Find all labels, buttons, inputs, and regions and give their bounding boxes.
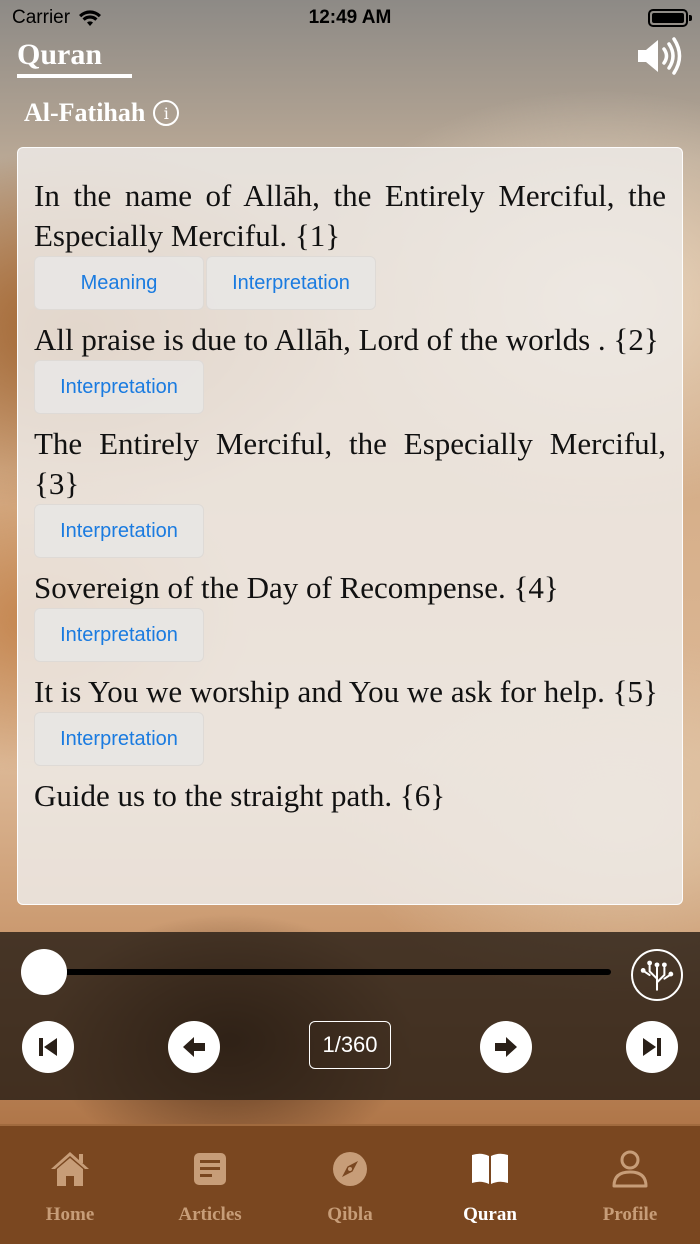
tab-qibla[interactable] <box>280 1126 420 1244</box>
interpretation-button[interactable]: Interpretation <box>206 256 376 310</box>
progress-thumb[interactable] <box>21 949 67 995</box>
tab-bar <box>0 1124 700 1244</box>
skip-next-button[interactable] <box>626 1021 678 1073</box>
verse-2 <box>34 320 666 414</box>
verse-text: In the name of Allāh, the Entirely Merciful, the Especially Merciful. {1} <box>34 178 666 253</box>
arrow-right-icon <box>492 1033 520 1061</box>
tree-icon[interactable] <box>631 949 683 1001</box>
home-icon <box>49 1148 91 1190</box>
verse-buttons <box>34 504 666 558</box>
verse-text: The Entirely Merciful, the Especially Merciful, {3} <box>34 426 666 501</box>
tab-label: Profile <box>602 1204 658 1225</box>
verse-buttons <box>34 256 666 310</box>
tab-articles[interactable] <box>140 1126 280 1244</box>
tab-home[interactable] <box>0 1126 140 1244</box>
battery-icon <box>648 9 688 27</box>
verse-text: Sovereign of the Day of Recompense. {4} <box>34 570 559 605</box>
status-bar <box>0 0 700 36</box>
verse-buttons <box>34 712 666 766</box>
verse-buttons <box>34 360 666 414</box>
book-icon <box>469 1148 511 1190</box>
progress-track[interactable] <box>42 969 611 975</box>
info-icon[interactable]: i <box>153 100 179 126</box>
verse-6 <box>34 776 666 816</box>
verse-3 <box>34 424 666 558</box>
skip-next-icon <box>639 1034 665 1060</box>
tab-label: Home <box>45 1204 95 1225</box>
verse-text: It is You we worship and You we ask for help. {5} <box>34 674 658 709</box>
page-title[interactable]: Quran <box>17 38 103 71</box>
arrow-left-icon <box>180 1033 208 1061</box>
tab-profile[interactable] <box>560 1126 700 1244</box>
next-verse-button[interactable] <box>480 1021 532 1073</box>
status-time: 12:49 AM <box>308 7 392 28</box>
verse-1 <box>34 176 666 310</box>
speaker-icon[interactable] <box>636 36 686 76</box>
tab-quran[interactable] <box>420 1126 560 1244</box>
verse-text: All praise is due to Allāh, Lord of the worlds . {2} <box>34 322 659 357</box>
tab-label: Qibla <box>327 1204 373 1225</box>
interpretation-button[interactable]: Interpretation <box>34 608 204 662</box>
previous-verse-button[interactable] <box>168 1021 220 1073</box>
tab-label: Articles <box>178 1204 242 1225</box>
carrier-label: Carrier <box>12 7 71 28</box>
verse-5 <box>34 672 666 766</box>
meaning-button[interactable]: Meaning <box>34 256 204 310</box>
skip-previous-icon <box>35 1034 61 1060</box>
person-icon <box>609 1148 651 1190</box>
skip-previous-button[interactable] <box>22 1021 74 1073</box>
title-underline <box>17 74 132 78</box>
verse-4 <box>34 568 666 662</box>
articles-icon <box>189 1148 231 1190</box>
surah-name: Al-Fatihah <box>24 98 146 127</box>
verse-text: Guide us to the straight path. {6} <box>34 778 446 813</box>
audio-player <box>0 932 700 1100</box>
verse-counter[interactable]: 1/360 <box>309 1021 391 1069</box>
interpretation-button[interactable]: Interpretation <box>34 360 204 414</box>
surah-header <box>24 98 179 128</box>
verse-buttons <box>34 608 666 662</box>
interpretation-button[interactable]: Interpretation <box>34 504 204 558</box>
tab-label: Quran <box>463 1204 517 1225</box>
compass-icon <box>329 1148 371 1190</box>
interpretation-button[interactable]: Interpretation <box>34 712 204 766</box>
verses-panel[interactable] <box>17 147 683 905</box>
